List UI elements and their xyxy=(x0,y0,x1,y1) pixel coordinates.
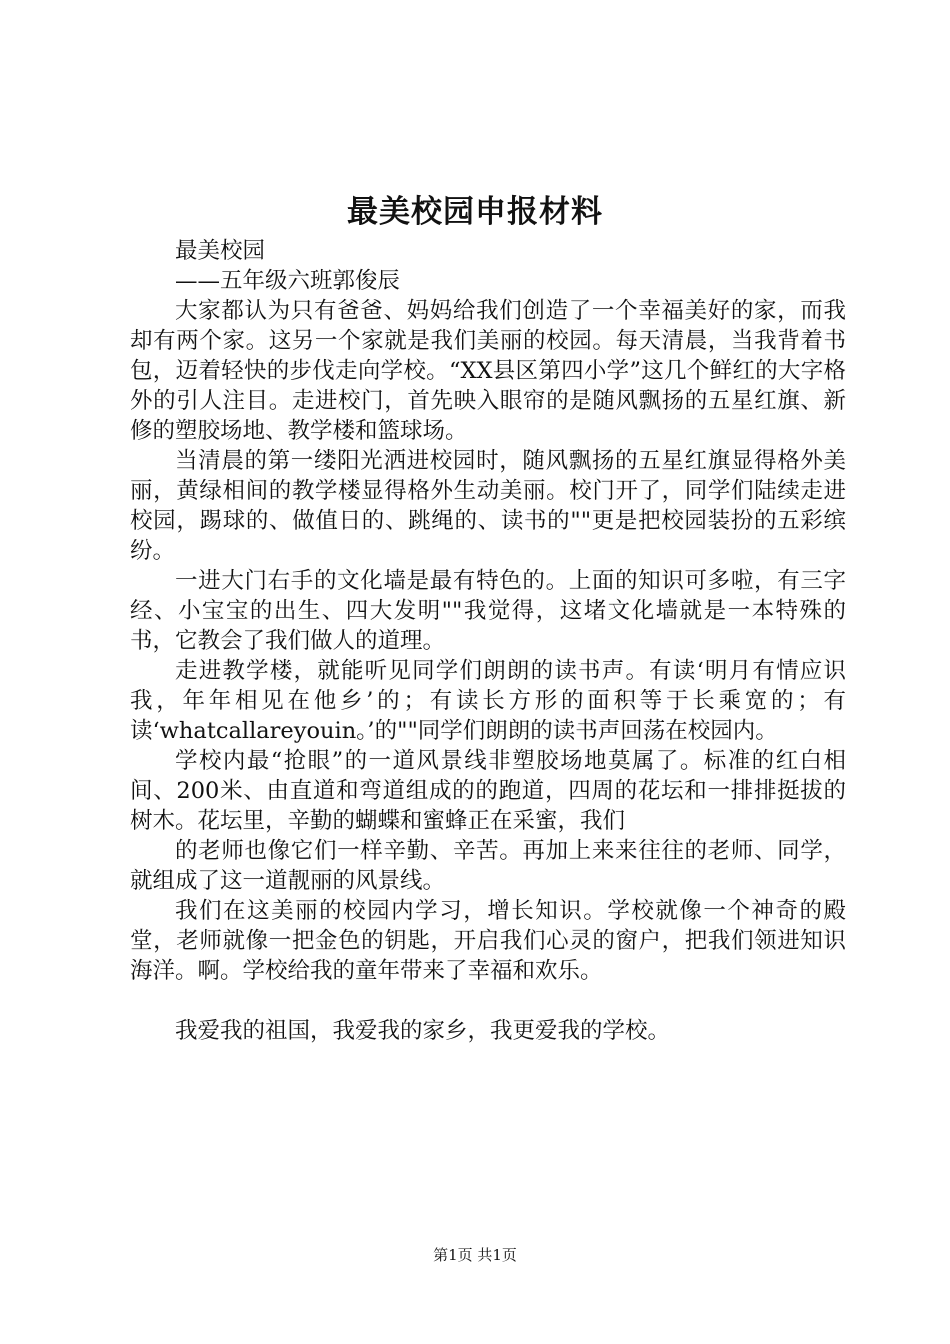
document-body xyxy=(130,236,846,1046)
paragraph-6: 的老师也像它们一样辛勤、辛苦。再加上来来往往的老师、同学，就组成了这一道靓丽的风景线。 xyxy=(130,838,846,894)
author-line: ——五年级六班郭俊辰 xyxy=(175,268,401,294)
paragraph-2: 当清晨的第一缕阳光洒进校园时，随风飘扬的五星红旗显得格外美丽，黄绿相间的教学楼显得格外生动美丽。校门开了，同学们陆续走进校园，踢球的、做值日的、跳绳的、读书的""更是把校园装扮的五彩缤纷。 xyxy=(130,448,846,564)
closing-line: 我爱我的祖国，我爱我的家乡，我更爱我的学校。 xyxy=(175,1018,671,1044)
page-footer: 第1页 共1页 xyxy=(433,1246,517,1264)
blank-line xyxy=(130,986,846,1016)
paragraph-4: 走进教学楼，就能听见同学们朗朗的读书声。有读‘明月有情应识我，年年相见在他乡’的；有读长方形的面积等于长乘宽的；有读‘whatcallareyouin。’的""同学们朗朗的读书声回荡在校园内。 xyxy=(130,658,846,744)
document-title: 最美校园申报材料 xyxy=(347,194,603,230)
paragraph-1: 大家都认为只有爸爸、妈妈给我们创造了一个幸福美好的家，而我却有两个家。这另一个家就是我们美丽的校园。每天清晨，当我背着书包，迈着轻快的步伐走向学校。“XX县区第四小学”这几个鲜红的大字格外的引人注目。走进校门，首先映入眼帘的是随风飘扬的五星红旗、新修的塑胶场地、教学楼和篮球场。 xyxy=(130,298,846,444)
essay-heading: 最美校园 xyxy=(175,238,266,264)
paragraph-5: 学校内最“抢眼”的一道风景线非塑胶场地莫属了。标准的红白相间、200米、由直道和弯道组成的的跑道，四周的花坛和一排排挺拔的树木。花坛里，辛勤的蝴蝶和蜜蜂正在采蜜，我们 xyxy=(130,748,846,834)
paragraph-3: 一进大门右手的文化墙是最有特色的。上面的知识可多啦，有三字经、小宝宝的出生、四大发明""我觉得，这堵文化墙就是一本特殊的书，它教会了我们做人的道理。 xyxy=(130,568,846,654)
paragraph-7: 我们在这美丽的校园内学习，增长知识。学校就像一个神奇的殿堂，老师就像一把金色的钥匙，开启我们心灵的窗户，把我们领进知识海洋。啊。学校给我的童年带来了幸福和欢乐。 xyxy=(130,898,846,984)
